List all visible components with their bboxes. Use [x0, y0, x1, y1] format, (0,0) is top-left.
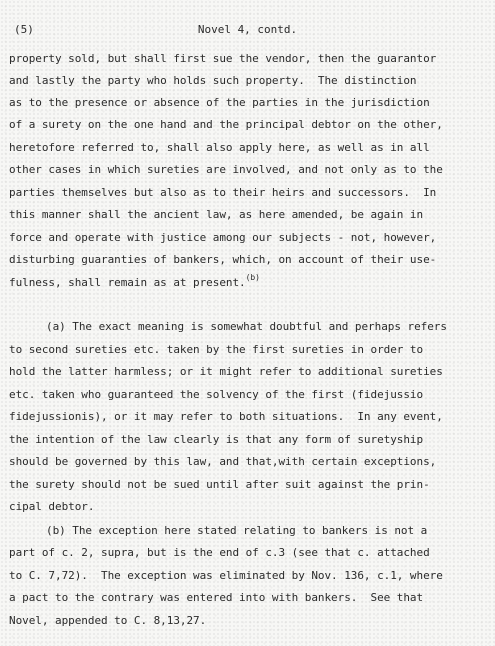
text-line-last [9, 273, 260, 290]
text-line: (b) The exception here stated relating to bankers is not a [46, 524, 428, 537]
text-line: force and operate with justice among our subjects - not, however, [9, 231, 437, 244]
text-line: as to the presence or absence of the parties in the jurisdiction [9, 96, 430, 109]
text-line: hold the latter harmless; or it might refer to additional sureties [9, 365, 443, 378]
text-line: and lastly the party who holds such property. The distinction [9, 74, 417, 87]
text-line: the intention of the law clearly is that any form of suretyship [9, 433, 424, 446]
text-line: the surety should not be sued until after suit against the prin- [9, 478, 430, 491]
footnote-reference: (b) [245, 273, 260, 282]
running-head: Novel 4, contd. [197, 23, 298, 36]
text-line: of a surety on the one hand and the principal debtor on the other, [9, 118, 443, 131]
text-line: should be governed by this law, and that,with certain exceptions, [9, 455, 437, 468]
text-line: etc. taken who guaranteed the solvency of the first (fidejussio [9, 388, 424, 401]
text-line: cipal debtor. [9, 500, 95, 513]
text-line: parties themselves but also as to their heirs and successors. In [9, 186, 437, 199]
text-line: Novel, appended to C. 8,13,27. [9, 614, 207, 627]
text-line: to second sureties etc. taken by the first sureties in order to [9, 343, 424, 356]
text-line: heretofore referred to, shall also apply here, as well as in all [9, 141, 430, 154]
text-line: other cases in which sureties are involved, and not only as to the [9, 163, 443, 176]
page-number: (5) [14, 23, 34, 36]
text-line: fidejussionis), or it may refer to both situations. In any event, [9, 410, 443, 423]
text-line: a pact to the contrary was entered into with bankers. See that [9, 591, 424, 604]
text-line: property sold, but shall first sue the vendor, then the guarantor [9, 52, 437, 65]
text-line: this manner shall the ancient law, as here amended, be again in [9, 208, 424, 221]
text-line: part of c. 2, supra, but is the end of c.3 (see that c. attached [9, 546, 430, 559]
text-line: (a) The exact meaning is somewhat doubtful and perhaps refers [46, 320, 447, 333]
page-header [10, 20, 485, 40]
text-line: disturbing guaranties of bankers, which, on account of their use- [9, 253, 437, 266]
text-line: to C. 7,72). The exception was eliminated by Nov. 136, c.1, where [9, 569, 443, 582]
text-line-content: fulness, shall remain as at present. [9, 276, 246, 289]
